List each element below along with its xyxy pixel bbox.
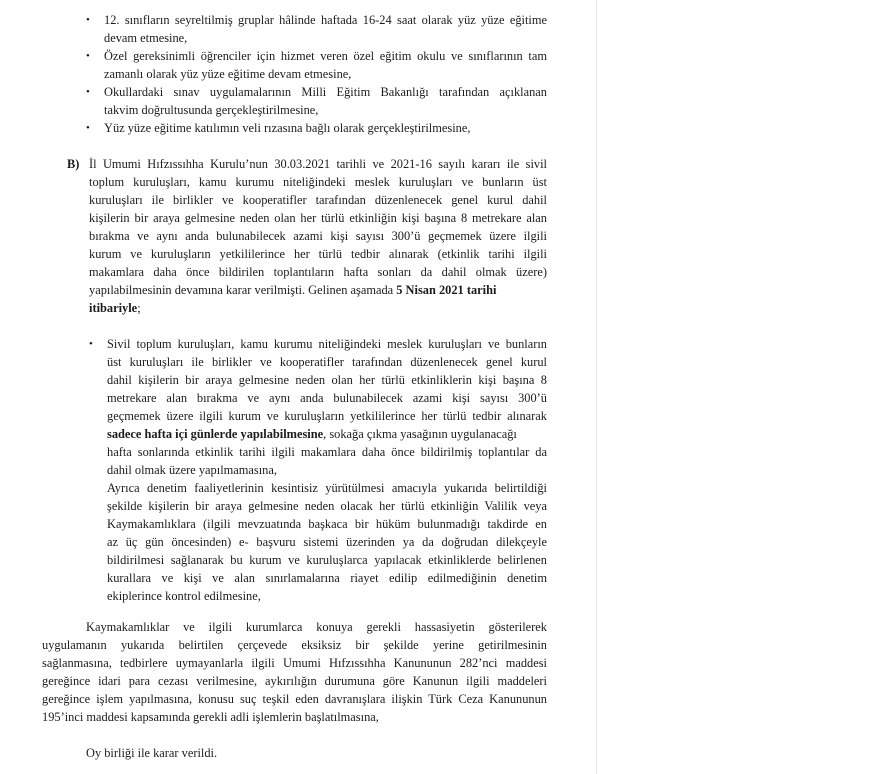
section-b-line: kurum ve kuruluşların yetkililerince her türlü tedbir alınarak (etkinlik tarihi ilgili bbox=[89, 247, 547, 261]
middle-bullet-after-bold: , sokağa çıkma yasağının uygulanacağı bbox=[323, 427, 517, 441]
weekday-only-emphasis: sadece hafta içi günlerde yapılabilmesine bbox=[107, 427, 324, 441]
closing-paragraph-line: uygulamanın yukarıda belirtilen çerçevede eksiksiz bir şekilde yerine getirilmesinin bbox=[42, 638, 547, 652]
section-b-date-emphasis: 5 Nisan 2021 tarihi bbox=[396, 283, 497, 297]
unanimous-decision-line: Oy birliği ile karar verildi. bbox=[86, 746, 218, 760]
closing-paragraph-line: gereğince idari para cezası verilmesine, aykırılığın durumuna göre Kanunun ilgili maddeleri bbox=[42, 674, 547, 688]
bullet-3-line-2: takvim doğrultusunda gerçekleştirilmesine, bbox=[104, 103, 319, 117]
bullet-marker: • bbox=[86, 14, 90, 26]
middle-bullet-line: az üç gün öncesinden) e- başvuru sistemi üzerinden ya da doğrudan dilekçeyle bbox=[107, 535, 547, 549]
closing-paragraph-line: 195’inci maddesi kapsamında gerekli adli işlemlerin başlatılmasına, bbox=[42, 710, 379, 724]
middle-bullet-line: dahil kişilerin bir araya gelmesine neden olan her türlü etkinliklerin kişi başına 8 bbox=[107, 373, 547, 387]
middle-bullet-line: şekilde kişilerin bir araya gelmesine neden olacak her türlü etkinliğin Valilik veya bbox=[107, 499, 547, 513]
closing-paragraph-line: gereğince işlem yapılmasına, konusu suç teşkil eden davranışlara ilişkin Türk Ceza Kanununun bbox=[42, 692, 547, 706]
middle-bullet-line: metrekare alan bırakma ve aynı anda bulunabilecek azami kişi sayısı 300’ü bbox=[107, 391, 547, 405]
middle-bullet-line: hafta sonlarında etkinlik tarihi ilgili makamlara daha önce bildirilmiş toplantılar da bbox=[107, 445, 547, 459]
bullet-2-line-1: Özel gereksinimli öğrenciler için hizmet veren özel eğitim okulu ve sınıflarının tam bbox=[104, 49, 547, 63]
section-b-last-line bbox=[89, 282, 496, 298]
closing-paragraph-line: sağlanmasına, tedbirlere uymayanlarla ilgili Umumi Hıfzıssıhha Kanununun 282’nci maddesi bbox=[42, 656, 547, 670]
section-b-itibariyle: itibariyle bbox=[89, 301, 138, 315]
section-b-last-line-text: yapılabilmesinin devamına karar verilmişti. Gelinen aşamada bbox=[89, 283, 397, 297]
section-b-semicolon: ; bbox=[137, 301, 141, 315]
section-b-line: toplum kuruluşları, kamu kurumu niteliğindeki meslek kuruluşları ve bunların üst bbox=[89, 175, 547, 189]
middle-bullet-line: ekiplerince kontrol edilmesine, bbox=[107, 589, 261, 603]
middle-bullet-line: Ayrıca denetim faaliyetlerinin kesintisiz yürütülmesi amacıyla yukarıda belirtildiği bbox=[107, 481, 547, 495]
bullet-marker: • bbox=[89, 338, 93, 350]
section-b-line: bırakma ve aynı anda bulunabilecek azami kişi sayısı 300’ü geçmemek üzere ilgili bbox=[89, 229, 547, 243]
middle-bullet-line: bildirilmesi sağlanarak bu kurum ve kuruluşlarca yapılacak etkinliklerde belirlenen bbox=[107, 553, 547, 567]
middle-bullet-line: Sivil toplum kuruluşları, kamu kurumu niteliğindeki meslek kuruluşları ve bunların bbox=[107, 337, 547, 351]
section-b-line: kuruluşları ile birlikler ve kooperatifler tarafından düzenlenecek genel kurul dahil bbox=[89, 193, 547, 207]
bullet-1-line-2: devam etmesine, bbox=[104, 31, 188, 45]
middle-bullet-line: kurallara ve kişi ve alan sınırlamalarına riayet edilip edilmediğinin denetim bbox=[107, 571, 547, 585]
section-b-line: makamlara daha önce bildirilen toplantıların hafta sonları da dahil olmak üzere) bbox=[89, 265, 547, 279]
bullet-marker: • bbox=[86, 86, 90, 98]
middle-bullet-bold-line bbox=[107, 426, 517, 442]
middle-bullet-line: dahil olmak üzere yapılmamasına, bbox=[107, 463, 277, 477]
middle-bullet-line: üst kuruluşları ile birlikler ve kooperatifler tarafından düzenlenecek genel kurul bbox=[107, 355, 547, 369]
bullet-1-line-1: 12. sınıfların seyreltilmiş gruplar hâlinde haftada 16-24 saat olarak yüz yüze eğitime bbox=[104, 13, 547, 27]
bullet-marker: • bbox=[86, 50, 90, 62]
bullet-marker: • bbox=[86, 122, 90, 134]
bullet-2-line-2: zamanlı olarak yüz yüze eğitime devam etmesine, bbox=[104, 67, 352, 81]
section-b-line: kişilerin bir araya gelmesine neden olan her türlü etkinliğin kişi başına 8 metrekare alan bbox=[89, 211, 547, 225]
closing-paragraph-line: Kaymakamlıklar ve ilgili kurumlarca konuya gerekli hassasiyetin gösterilerek bbox=[86, 620, 547, 634]
bullet-3-line-1: Okullardaki sınav uygulamalarının Milli Eğitim Bakanlığı tarafından açıklanan bbox=[104, 85, 547, 99]
middle-bullet-line: Kaymakamlıklara (ilgili mevzuatında başkaca bir hüküm bulunmadığı takdirde en bbox=[107, 517, 547, 531]
section-b-marker: B) bbox=[67, 157, 80, 171]
middle-bullet-line: geçmemek üzere ilgili kurum ve kuruluşların yetkililerince her türlü tedbir alınarak bbox=[107, 409, 547, 423]
section-b-closing bbox=[89, 300, 141, 316]
section-b-line: İl Umumi Hıfzıssıhha Kurulu’nun 30.03.2021 tarihli ve 2021-16 sayılı kararı ile sivil bbox=[89, 157, 547, 171]
bullet-4-line-1: Yüz yüze eğitime katılımın veli rızasına bağlı olarak gerçekleştirilmesine, bbox=[104, 121, 471, 135]
